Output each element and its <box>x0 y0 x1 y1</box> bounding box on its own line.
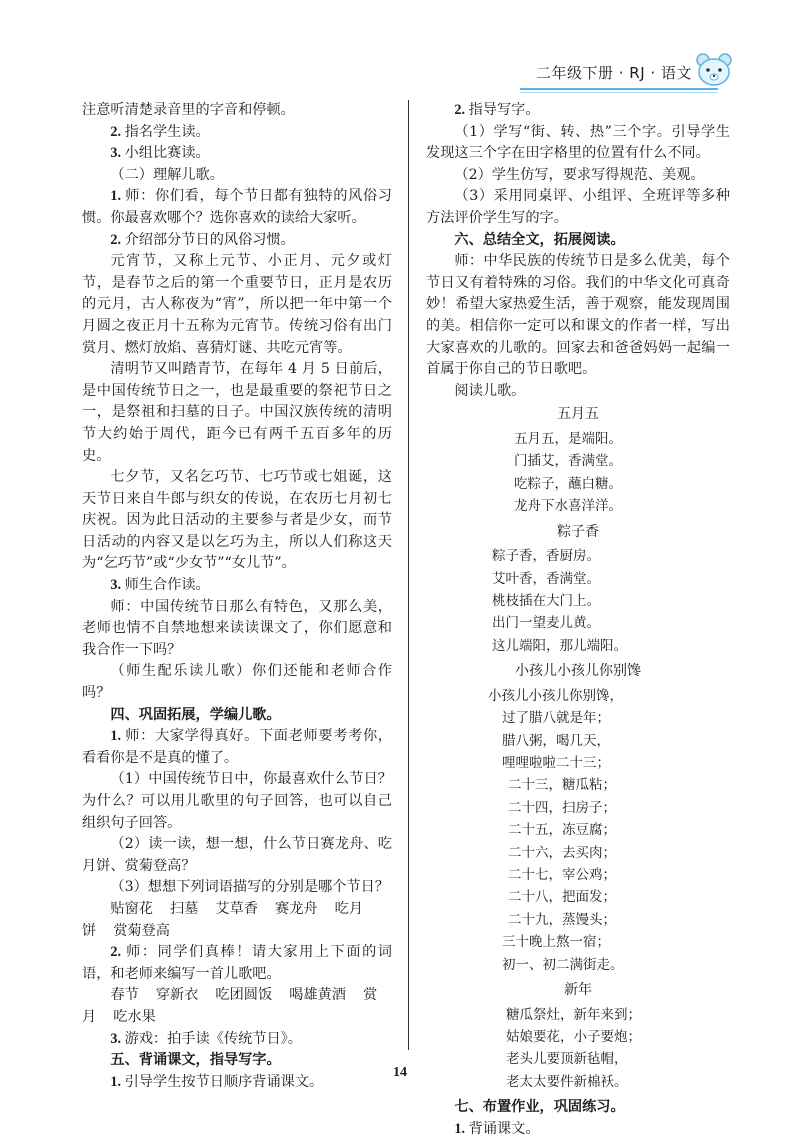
vocab-word: 穿新衣 <box>155 987 199 1004</box>
paragraph <box>82 661 392 704</box>
paragraph <box>82 165 392 187</box>
word-list-1 <box>82 899 392 942</box>
poem <box>426 522 730 658</box>
paragraph-text: （师生配乐读儿歌）你们还能和老师合作吗？ <box>82 663 392 702</box>
section-heading <box>82 1050 392 1072</box>
poem-line: 姑娘要花，小子要炮； <box>506 1029 641 1046</box>
paragraph-text: （二）理解儿歌。 <box>110 166 224 183</box>
poem-line: 门插艾，香满堂。 <box>514 453 622 470</box>
paragraph-text: （3）采用同桌评、小组评、全班评等多种方法评价学生写的字。 <box>426 188 730 226</box>
paragraph-text: 师：中国传统节日那么有特色，又那么美，老师也情不自禁地想来读读课文了，你们愿意和我合作一下吗？ <box>82 598 392 658</box>
paragraph-text: （2）学生仿写，要求写得规范、美观。 <box>454 166 705 183</box>
header-rule-thin <box>520 92 718 93</box>
vocab-word: 吃月饼 <box>82 900 364 939</box>
section-heading <box>426 230 730 252</box>
paragraph <box>82 143 392 165</box>
paragraph-text: （1）中国传统节日中，你最喜欢什么节日？为什么？可以用儿歌里的句子回答，也可以自己组织句子回答。 <box>82 771 392 831</box>
vocab-word: 艾草香 <box>215 900 258 917</box>
paragraph-text: （3）想想下列词语描写的分别是哪个节日？ <box>110 879 389 896</box>
paragraph-text: 指导写字。 <box>468 102 540 118</box>
poem-line: 初一、初二满街走。 <box>502 956 624 973</box>
paragraph <box>426 165 730 187</box>
poem-line: 出门一望麦儿黄。 <box>492 615 600 632</box>
poem-title: 五月五 <box>557 406 599 423</box>
poem-line: 过了腊八就是年； <box>502 710 610 727</box>
item-number: 3. <box>110 145 125 162</box>
poem-line: 艾叶香，香满堂。 <box>492 570 600 587</box>
word-list-2 <box>82 985 392 1028</box>
poem-title: 小孩儿小孩儿你别馋 <box>515 663 641 680</box>
paragraph-text: 背诵课文。 <box>468 1120 540 1137</box>
poem-line: 二十九，蒸馒头； <box>508 911 616 928</box>
paragraph-text: 指名学生读。 <box>124 123 210 140</box>
paragraph-text: 师：同学们真棒！请大家用上下面的词语，和老师来编写一首儿歌吧。 <box>82 944 392 982</box>
vocab-word: 赛龙舟 <box>275 900 318 917</box>
paragraph-text: 引导学生按节日顺序背诵课文。 <box>124 1073 324 1090</box>
item-number: 2. <box>110 231 125 248</box>
paragraph-text: 师：你们看，每个节日都有独特的风俗习惯。你最喜欢哪个？选你喜欢的读给大家听。 <box>82 188 392 226</box>
paragraph <box>426 381 730 403</box>
poem-line: 龙舟下水喜洋洋。 <box>514 498 622 515</box>
paragraph <box>82 726 392 769</box>
item-number: 1. <box>110 1073 125 1090</box>
poem-line: 二十七，宰公鸡； <box>508 867 616 883</box>
paragraph <box>82 597 392 662</box>
vocab-word: 喝雄黄酒 <box>289 987 346 1004</box>
poem-line: 二十六，去买肉； <box>508 844 616 861</box>
poem-line: 二十五，冻豆腐； <box>508 822 616 839</box>
paragraph-text: （1）学写“街、转、热”三个字。引导学生发现这三个字在田字格里的位置有什么不同。 <box>426 123 730 162</box>
right-column <box>426 100 730 1140</box>
column-divider <box>408 100 409 1050</box>
left-column <box>82 100 392 1093</box>
paragraph <box>82 877 392 899</box>
poem <box>426 661 730 976</box>
poem-line: 老太太要件新棉袄。 <box>506 1073 628 1090</box>
item-number: 2. <box>454 102 469 118</box>
paragraph-text: 七、布置作业，巩固练习。 <box>454 1099 625 1116</box>
paragraph <box>82 769 392 834</box>
page-number: 14 <box>393 1065 407 1080</box>
paragraph-text: 游戏：拍手读《传统节日》。 <box>124 1030 302 1047</box>
paragraph-text: 阅读儿歌。 <box>454 382 526 399</box>
poem-line: 老头儿要顶新毡帽， <box>506 1051 628 1068</box>
page-header <box>0 40 800 102</box>
paragraph <box>82 942 392 985</box>
paragraph <box>82 834 392 877</box>
paragraph <box>82 1029 392 1051</box>
paragraph <box>82 230 392 252</box>
poem-title: 粽子香 <box>557 523 599 540</box>
paragraph <box>82 467 392 575</box>
paragraph-text: 介绍部分节日的风俗习惯。 <box>124 231 295 248</box>
paragraph <box>82 359 392 467</box>
paragraph-text: 师生合作读。 <box>124 577 210 594</box>
paragraph-text: 小组比赛读。 <box>124 145 210 162</box>
item-number: 3. <box>110 1030 125 1047</box>
item-number: 2. <box>110 123 125 140</box>
item-number: 2. <box>110 944 127 961</box>
vocab-word: 春节 <box>110 987 139 1004</box>
poem-line: 二十三，糖瓜粘； <box>508 777 616 794</box>
poem-line: 二十四，扫房子； <box>508 799 616 816</box>
item-number: 1. <box>454 1120 469 1137</box>
paragraph-text: （2）读一读，想一想，什么节日赛龙舟、吃月饼、赏菊登高？ <box>82 836 392 874</box>
vocab-word: 赏菊登高 <box>113 922 170 939</box>
poem-line: 糖瓜祭灶，新年来到； <box>506 1006 641 1023</box>
header-label: 二年级下册 · RJ · 语文 <box>536 64 692 82</box>
paragraph-text: 七夕节，又名乞巧节、七巧节或七姐诞，这天节日来自牛郎与织女的传说，在农历七月初七庆祝。因为此日活动的主要参与者是少女，而节日活动的内容又是以乞巧为主，所以人们称这天为“乞巧节”或“少女节”“女儿节”。 <box>82 469 392 572</box>
paragraph <box>82 251 392 359</box>
paragraph-text: 师：中华民族的传统节日是多么优美，每个节日又有着特殊的习俗。我们的中华文化可真奇妙！希望大家热爱生活，善于观察，能发现周围的美。相信你一定可以和课文的作者一样，写出大家喜欢的儿歌的。回家去和爸爸妈妈一起编一首属于你自己的节日歌吧。 <box>426 253 730 378</box>
poem <box>426 980 730 1093</box>
poem-line: 腊八粥，喝几天， <box>502 732 610 749</box>
vocab-word: 赏月 <box>82 987 378 1025</box>
poem-line: 小孩儿小孩儿你别馋， <box>488 687 623 704</box>
paragraph-text: 四、巩固拓展，学编儿歌。 <box>110 706 281 723</box>
paragraph <box>82 1072 392 1094</box>
poem-line: 桃枝插在大门上。 <box>492 592 600 609</box>
item-number: 1. <box>110 728 126 745</box>
paragraph <box>426 122 730 165</box>
vocab-word: 吃团圆饭 <box>215 987 273 1004</box>
paragraph <box>82 122 392 144</box>
paragraph <box>82 186 392 229</box>
paragraph <box>426 186 730 229</box>
vocab-word: 吃水果 <box>113 1008 156 1025</box>
poem-line: 二十八，把面发； <box>508 889 616 906</box>
vocab-word: 扫墓 <box>170 900 199 917</box>
header-rule <box>520 88 718 90</box>
poem-line: 哩哩啦啦二十三； <box>502 754 610 771</box>
bear-mascot-icon <box>694 50 734 90</box>
paragraph-text: 六、总结全文，拓展阅读。 <box>454 231 625 248</box>
paragraph <box>426 251 730 381</box>
paragraph-text: 师：大家学得真好。下面老师要考考你，看看你是不是真的懂了。 <box>82 728 392 766</box>
section-heading <box>426 1097 730 1119</box>
item-number: 1. <box>110 188 126 205</box>
paragraph-text: 清明节又叫踏青节，在每年 4 月 5 日前后，是中国传统节日之一，也是最重要的祭祀节日之一，是祭祖和扫墓的日子。中国汉族传统的清明节大约始于周代，距今已有两千五百多年的历史。 <box>82 361 392 464</box>
vocab-word: 贴窗花 <box>110 900 153 917</box>
paragraph <box>82 100 392 122</box>
section-heading <box>82 705 392 727</box>
poem-line: 五月五，是端阳。 <box>514 430 622 447</box>
paragraph-text: 五、背诵课文，指导写字。 <box>110 1052 281 1069</box>
paragraph <box>82 575 392 597</box>
poem-section <box>426 404 730 1093</box>
paragraph-text: 注意听清楚录音里的字音和停顿。 <box>82 102 295 118</box>
poem-line: 粽子香，香厨房。 <box>492 548 600 565</box>
paragraph-text: 元宵节，又称上元节、小正月、元夕或灯节，是春节之后的第一个重要节日，正月是农历的元月，古人称夜为“宵”，所以把一年中第一个月圆之夜正月十五称为元宵节。传统习俗有出门赏月、燃灯放焰、喜猜灯谜、共吃元宵等。 <box>82 253 392 356</box>
poem-title: 新年 <box>564 982 592 999</box>
paragraph <box>426 100 730 122</box>
paragraph <box>426 1119 730 1140</box>
poem-line: 三十晚上熬一宿； <box>502 934 610 951</box>
poem <box>426 404 730 517</box>
item-number: 3. <box>110 577 125 594</box>
poem-line: 这儿端阳，那儿端阳。 <box>492 637 627 654</box>
poem-line: 吃粽子，蘸白糖。 <box>514 475 622 492</box>
